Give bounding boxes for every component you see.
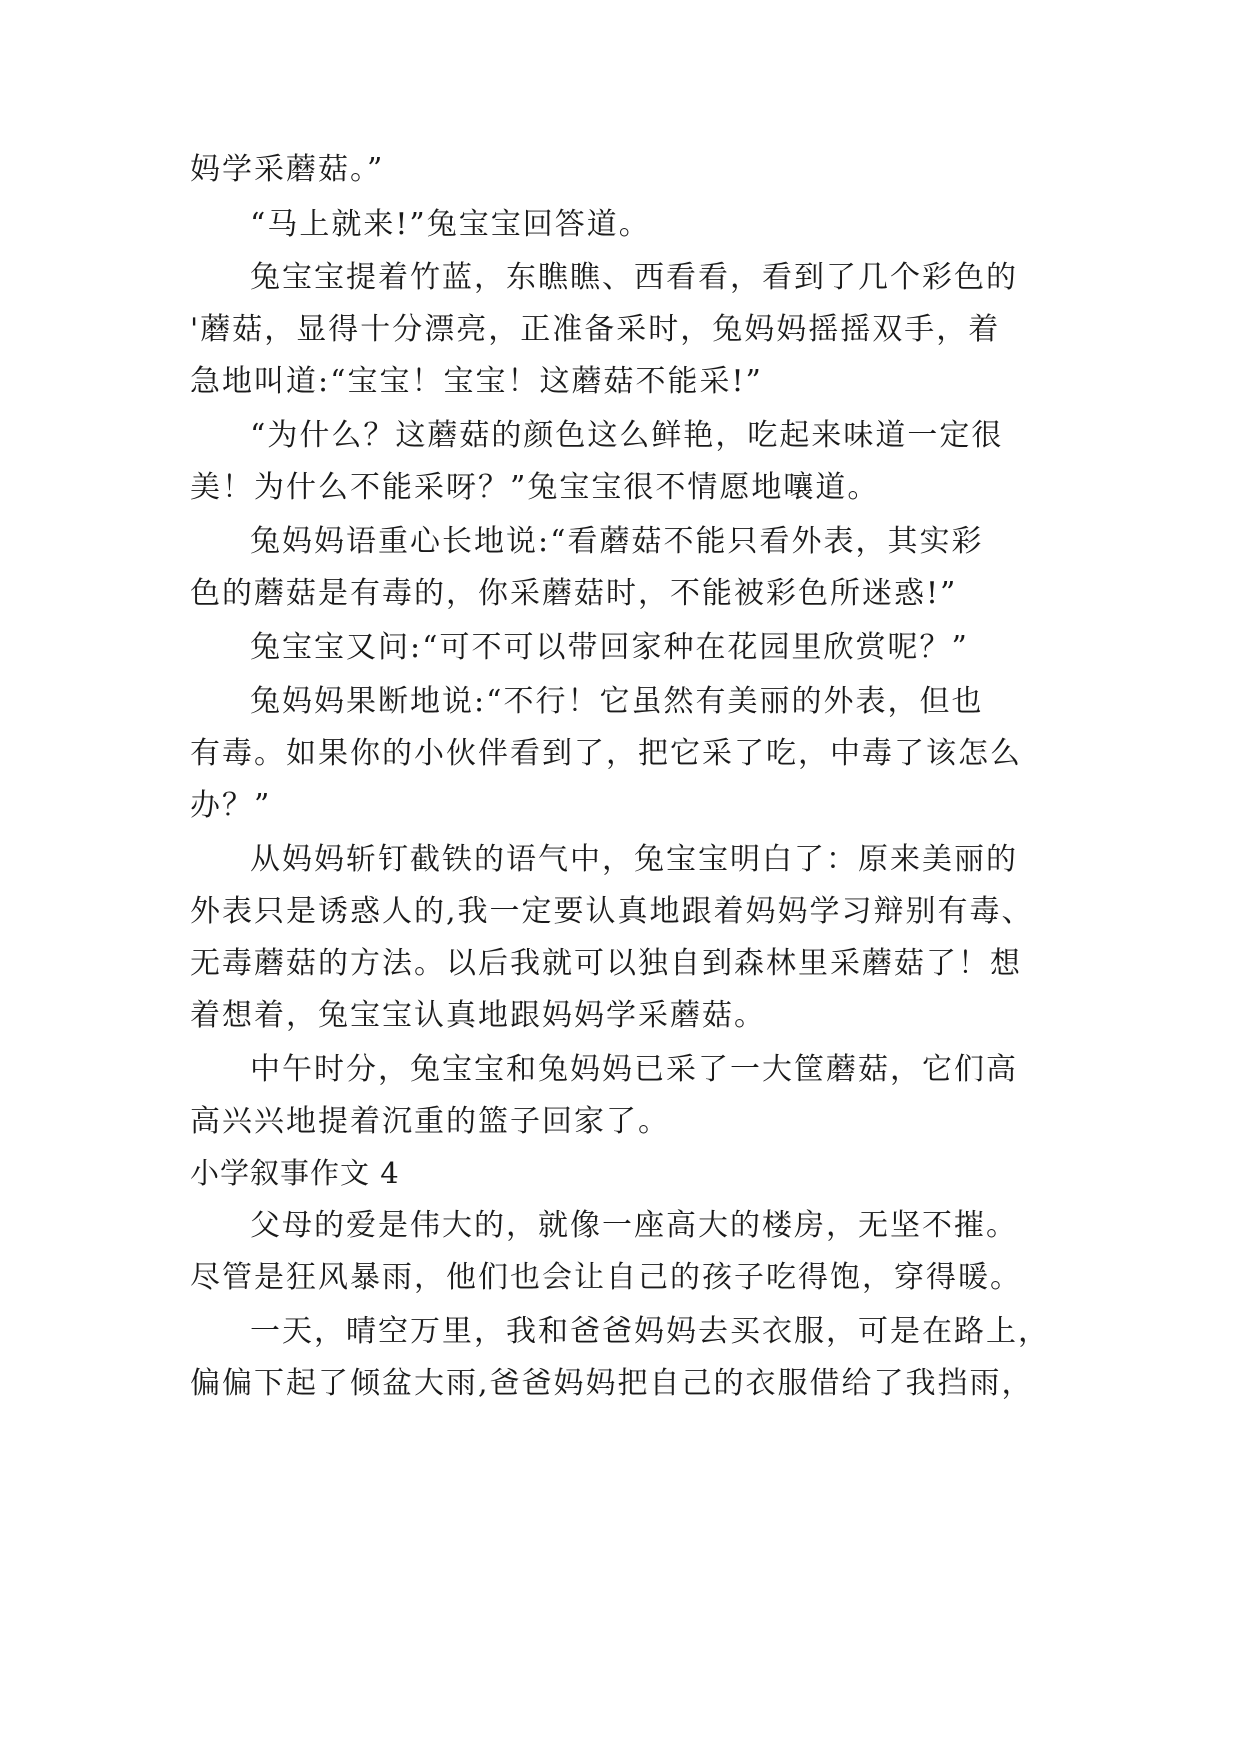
paragraph-line: 尽管是狂风暴雨，他们也会让自己的孩子吃得饱，穿得暖。 [190, 1260, 1022, 1295]
paragraph-line: 父母的爱是伟大的，就像一座高大的楼房，无坚不摧。 [250, 1208, 1018, 1243]
paragraph-line: 色的蘑菇是有毒的，你采蘑菇时，不能被彩色所迷惑!” [190, 576, 958, 611]
paragraph-line: 从妈妈斩钉截铁的语气中，兔宝宝明白了：原来美丽的 [250, 842, 1018, 877]
paragraph-line: 兔宝宝又问:“可不可以带回家种在花园里欣赏呢？” [250, 630, 969, 665]
paragraph-line: 无毒蘑菇的方法。以后我就可以独自到森林里采蘑菇了！想 [190, 946, 1022, 981]
paragraph-line: 高兴兴地提着沉重的篮子回家了。 [190, 1104, 670, 1139]
paragraph-line: 外表只是诱惑人的,我一定要认真地跟着妈妈学习辩别有毒、 [190, 894, 1034, 929]
paragraph-line: 兔妈妈语重心长地说:“看蘑菇不能只看外表，其实彩 [250, 524, 984, 559]
paragraph-line: 兔妈妈果断地说:“不行！它虽然有美丽的外表，但也 [250, 684, 984, 719]
paragraph-line: 兔宝宝提着竹蓝，东瞧瞧、西看看，看到了几个彩色的 [250, 260, 1018, 295]
paragraph-line: 办？” [190, 788, 272, 823]
paragraph-line: 有毒。如果你的小伙伴看到了，把它采了吃，中毒了该怎么 [190, 736, 1022, 771]
paragraph-line: 一天，晴空万里，我和爸爸妈妈去买衣服，可是在路上， [250, 1314, 1050, 1349]
paragraph-line: '蘑菇，显得十分漂亮，正准备采时，兔妈妈摇摇双手，着 [190, 312, 1001, 347]
paragraph-line: 中午时分，兔宝宝和兔妈妈已采了一大筐蘑菇，它们高 [250, 1052, 1018, 1087]
paragraph-line: 急地叫道:“宝宝！宝宝！这蘑菇不能采!” [190, 364, 763, 399]
paragraph-line: 偏偏下起了倾盆大雨,爸爸妈妈把自己的衣服借给了我挡雨， [190, 1366, 1034, 1401]
paragraph-line: “马上就来!”兔宝宝回答道。 [250, 207, 651, 242]
paragraph-line: “为什么？这蘑菇的颜色这么鲜艳，吃起来味道一定很 [250, 418, 1004, 453]
section-heading: 小学叙事作文 4 [190, 1156, 400, 1190]
paragraph-line: 妈学采蘑菇。” [190, 152, 385, 187]
paragraph-line: 着想着，兔宝宝认真地跟妈妈学采蘑菇。 [190, 998, 766, 1033]
paragraph-line: 美！为什么不能采呀？”兔宝宝很不情愿地嚷道。 [190, 470, 880, 505]
